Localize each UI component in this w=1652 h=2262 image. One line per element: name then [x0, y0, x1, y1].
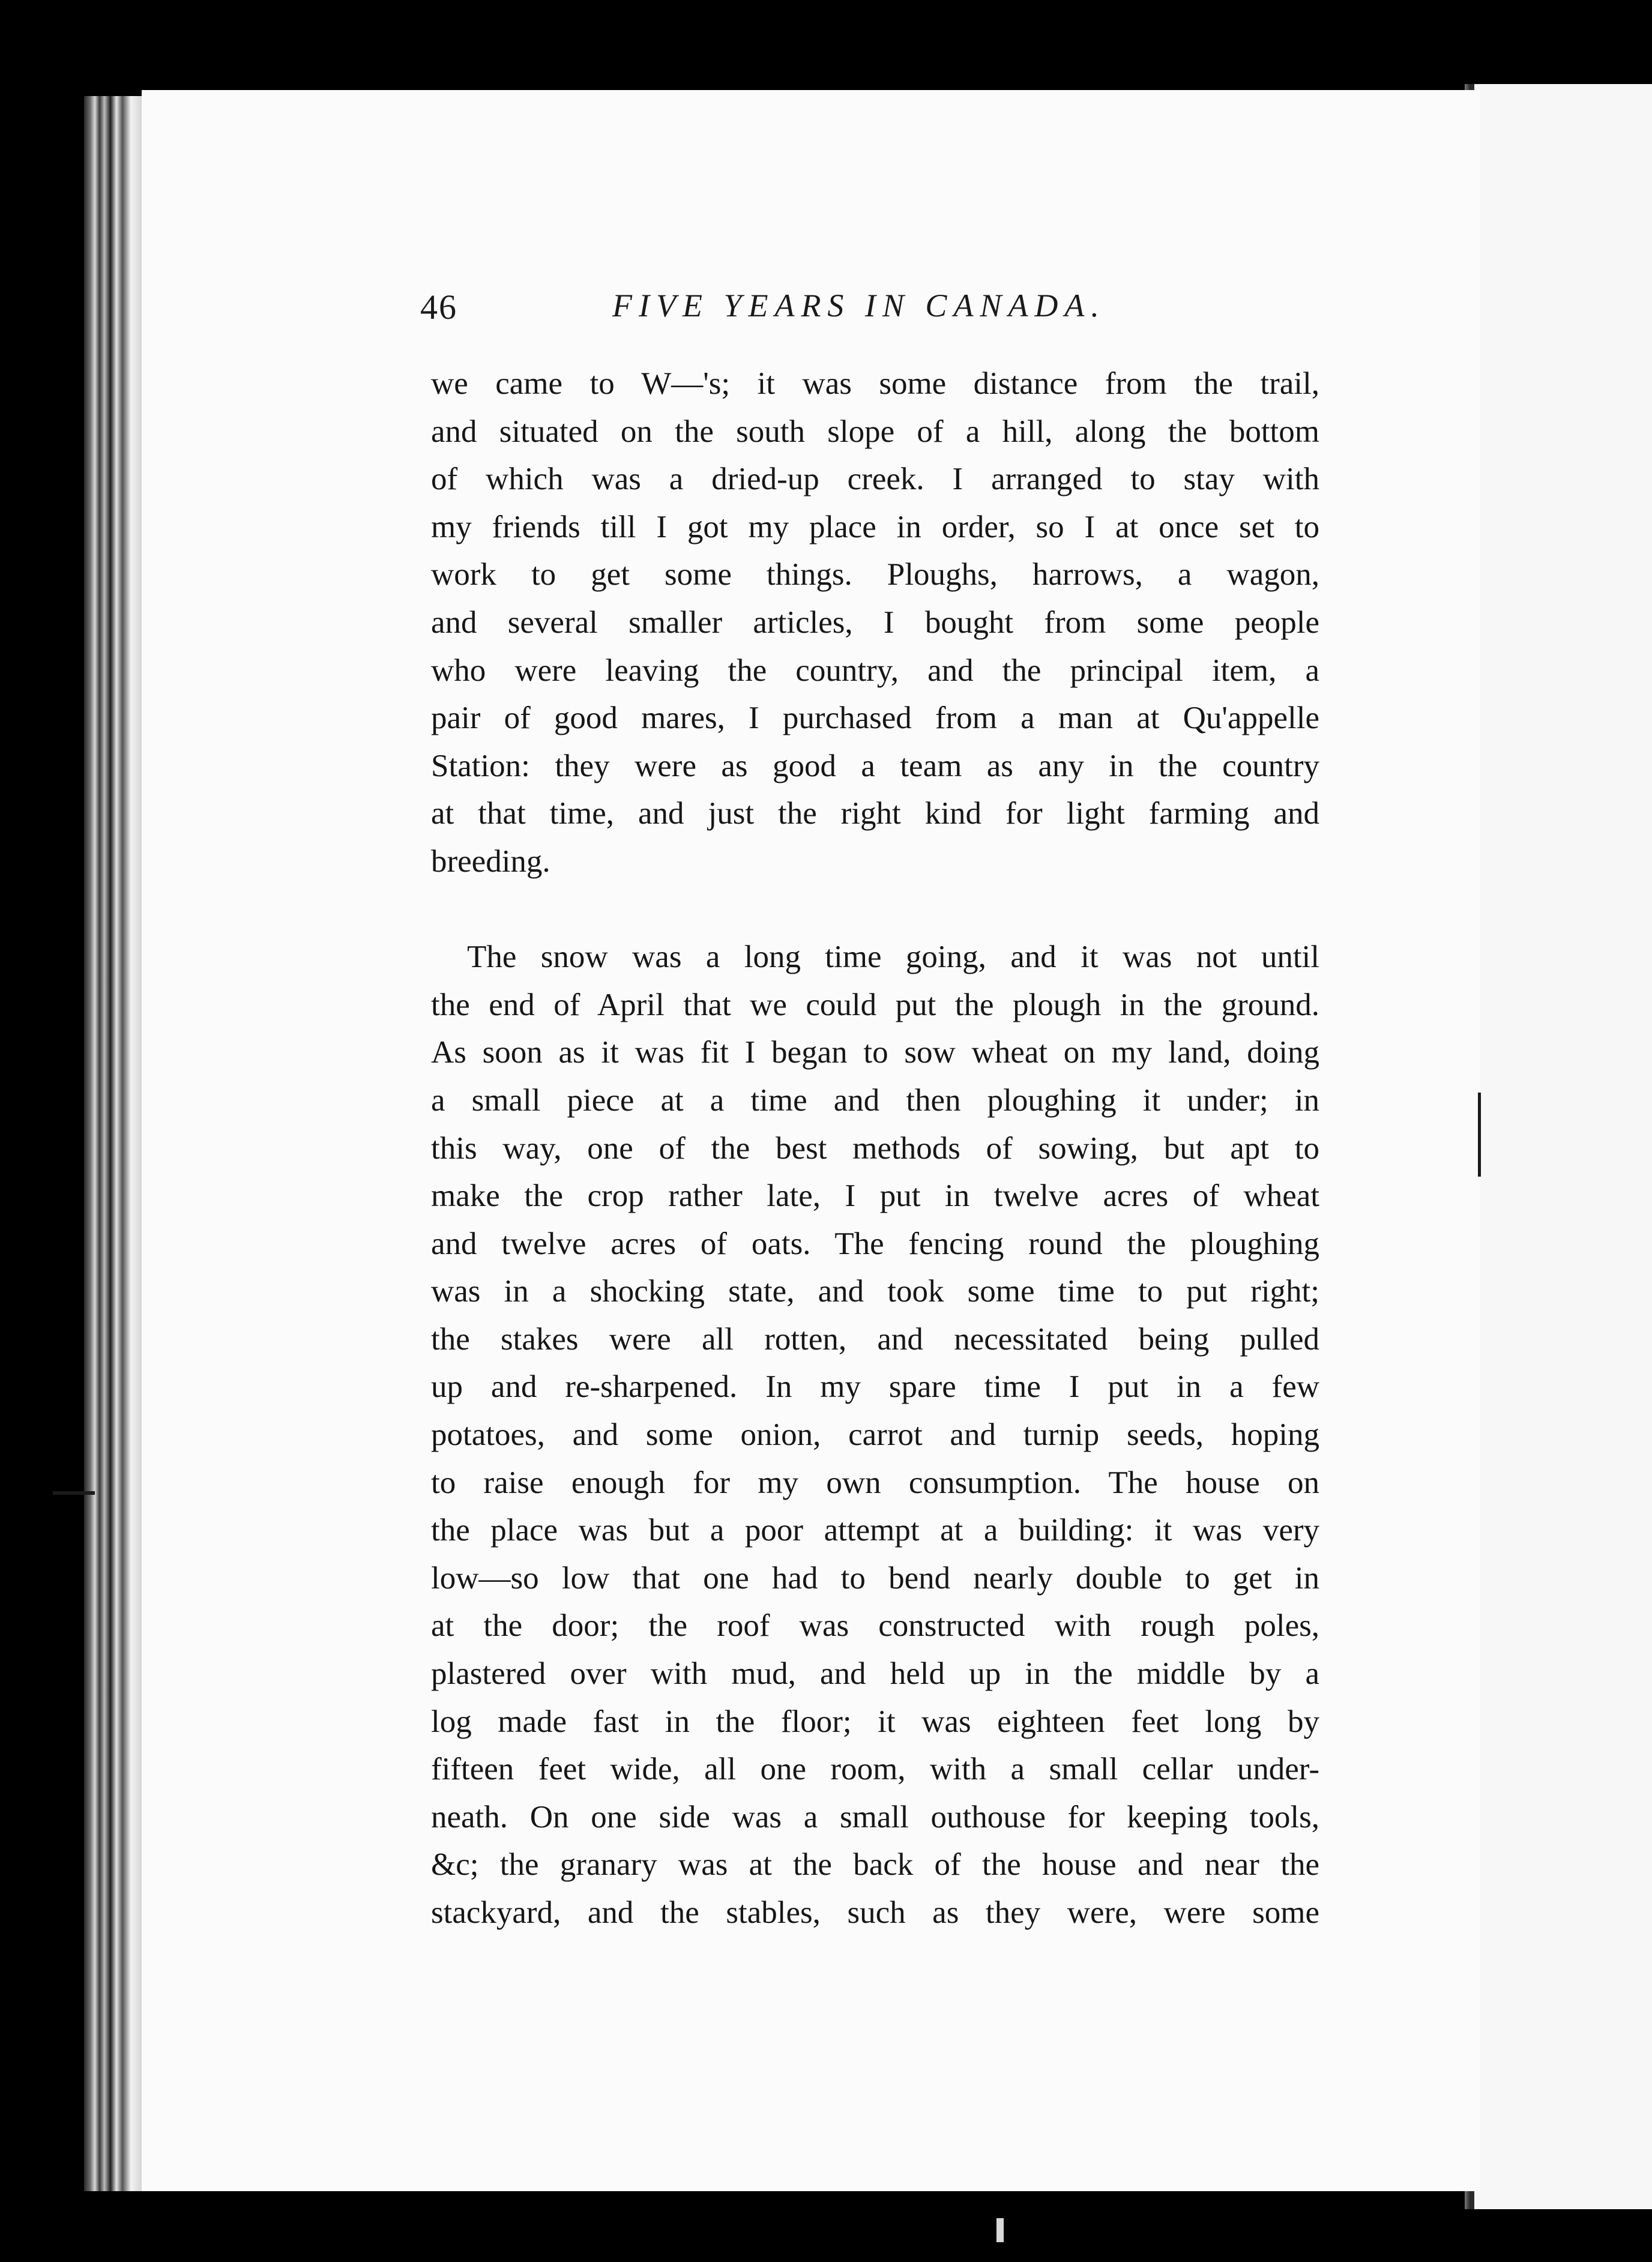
text-line: the stakes were all rotten, and necessitated being pulled: [431, 1321, 1319, 1357]
text-line: and situated on the south slope of a hill, along the bottom: [431, 414, 1319, 449]
text-line: who were leaving the country, and the principal item, a: [431, 653, 1319, 688]
text-line: Station: they were as good a team as any in the country: [431, 748, 1319, 783]
paragraph: [431, 360, 1319, 886]
text-line: at that time, and just the right kind for light farming and: [431, 796, 1319, 831]
text-line: neath. On one side was a small outhouse for keeping tools,: [431, 1799, 1319, 1835]
text-line: this way, one of the best methods of sowing, but apt to: [431, 1130, 1319, 1166]
text-line: the place was but a poor attempt at a building: it was very: [431, 1513, 1319, 1548]
paragraph-gap: [431, 886, 1319, 934]
page-number: 46: [420, 288, 457, 327]
scan-bottom-mark: [996, 2218, 1004, 2242]
page-header: [420, 287, 1273, 335]
text-line: plastered over with mud, and held up in the middle by a: [431, 1656, 1319, 1692]
text-line: &c; the granary was at the back of the house and near the: [431, 1847, 1319, 1883]
text-line: we came to W—'s; it was some distance from the trail,: [431, 366, 1319, 401]
text-line: to raise enough for my own consumption. The house on: [431, 1465, 1319, 1500]
text-line: As soon as it was fit I began to sow wheat on my land, doing: [431, 1035, 1319, 1070]
facing-page: [1471, 84, 1652, 2209]
text-line: and several smaller articles, I bought from some people: [431, 605, 1319, 640]
text-line: a small piece at a time and then ploughing it under; in: [431, 1082, 1319, 1118]
text-line: stackyard, and the stables, such as they were, were some: [431, 1895, 1319, 1930]
book-binding-edge: [84, 96, 144, 2191]
scan-margin-mark: [53, 1491, 95, 1495]
text-line: and twelve acres of oats. The fencing round the ploughing: [431, 1226, 1319, 1261]
text-line: breeding.: [431, 843, 550, 879]
text-line: my friends till I got my place in order, so I at once set to: [431, 509, 1319, 544]
text-line: work to get some things. Ploughs, harrows, a wagon,: [431, 557, 1319, 593]
text-line: pair of good mares, I purchased from a man at Qu'appelle: [431, 701, 1319, 736]
body-text: [431, 360, 1319, 1937]
text-line: the end of April that we could put the plough in the ground.: [431, 987, 1319, 1022]
text-line: was in a shocking state, and took some time to put right;: [431, 1274, 1319, 1309]
text-line: of which was a dried-up creek. I arranged to stay with: [431, 462, 1319, 497]
text-line: low—so low that one had to bend nearly double to get in: [431, 1560, 1319, 1596]
text-line: log made fast in the floor; it was eighteen feet long by: [431, 1704, 1319, 1739]
text-line: fifteen feet wide, all one room, with a small cellar under-: [431, 1752, 1319, 1787]
scan-gutter-mark: [1478, 1093, 1481, 1177]
text-line: make the crop rather late, I put in twelve acres of wheat: [431, 1178, 1319, 1214]
text-line: potatoes, and some onion, carrot and turnip seeds, hoping: [431, 1417, 1319, 1453]
paragraph: [431, 933, 1319, 1937]
text-line: at the door; the roof was constructed with rough poles,: [431, 1608, 1319, 1644]
text-line: The snow was a long time going, and it was not until: [467, 939, 1319, 975]
running-head: FIVE YEARS IN CANADA.: [612, 288, 1106, 324]
text-line: up and re-sharpened. In my spare time I put in a few: [431, 1369, 1319, 1405]
